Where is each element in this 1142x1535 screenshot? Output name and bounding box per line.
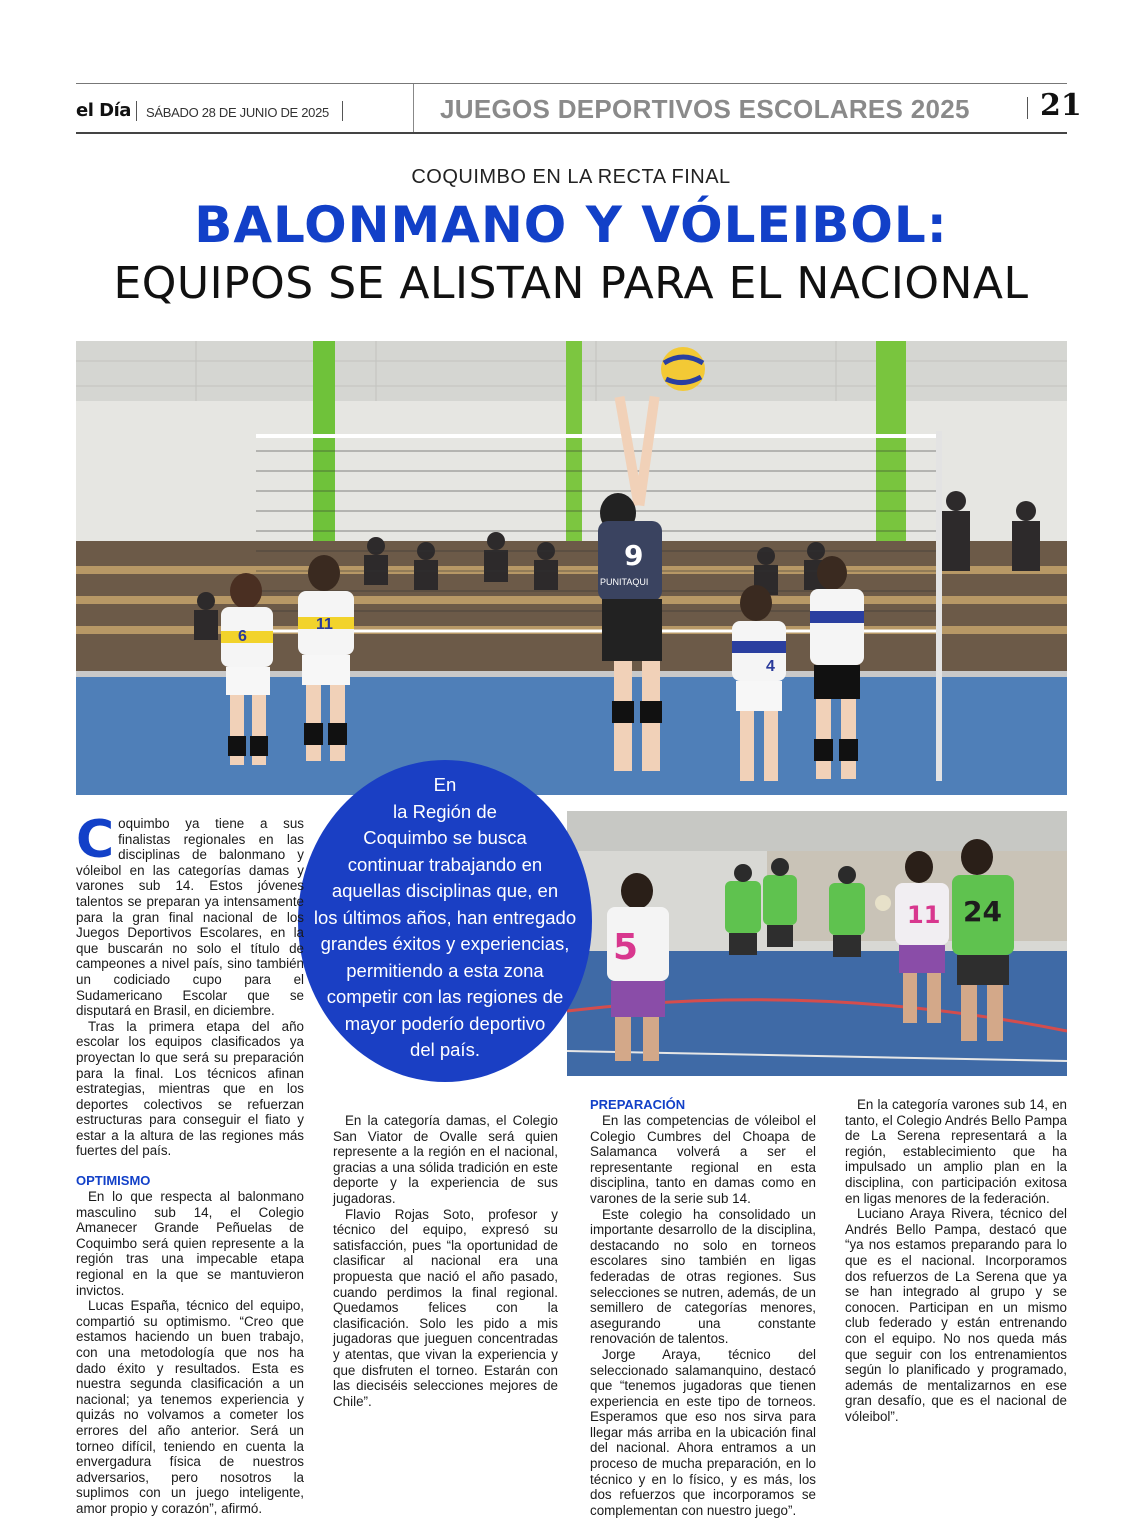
paragraph: En la categoría damas, el Colegio San Viator de Ovalle será quien represente a la región en el nacional, gracias a una sólida tradición en este deporte y la experiencia de sus jugadoras. bbox=[333, 1113, 558, 1206]
article-kicker: COQUIMBO EN LA RECTA FINAL bbox=[411, 166, 731, 188]
masthead-logo: el Día bbox=[76, 100, 131, 121]
paragraph: Lucas España, técnico del equipo, compartió su optimismo. “Creo que estamos haciendo un buen trabajo, con una metodología que nos ha dado éxito y resultados. Esta es nuestra segunda clasificación a un nacional; ya tenemos experiencia y quizás no volvamos a cometer los errores del año anterior. Será un torneo difícil, teniendo en cuenta la envergadura física de nuestros adversarios, pero nosotros la suplimos con un juego inteligente, amor propio y corazón”, afirmó. bbox=[76, 1298, 304, 1516]
article-column-4 bbox=[845, 1097, 1067, 1424]
header-top-rule bbox=[76, 83, 1067, 84]
header-separator bbox=[136, 101, 137, 121]
pull-quote bbox=[298, 760, 592, 1082]
net-post bbox=[936, 431, 942, 781]
subhead-optimismo: OPTIMISMO bbox=[76, 1173, 151, 1189]
subhead-preparacion: PREPARACIÓN bbox=[590, 1097, 686, 1112]
jersey-number: 11 bbox=[316, 616, 333, 633]
paragraph: Luciano Araya Rivera, técnico del Andrés Bello Pampa, destacó que “ya nos estamos preparando para lo que es el nacional. Incorporamos dos refuerzos de La Serena que ya se han integrado al grupo y se conocen. Participan en un mismo club federado y están entrenando con el equipo. No nos queda más que seguir con los entrenamientos según lo planificado y programado, además de mentalizarnos en ese gran desafío, que es el nacional de vóleibol”. bbox=[845, 1206, 1067, 1424]
article-column-2 bbox=[333, 1113, 558, 1409]
jersey-number: 6 bbox=[238, 628, 247, 645]
paragraph: Flavio Rojas Soto, profesor y técnico del equipo, expresó su satisfacción, pues “la oportunidad de clasificar al nacional era una propuesta que nació el año pasado, cuando perdimos la final regional. Quedamos felices con la clasificación. Solo les pido a mis jugadoras que jueguen concentradas y atentas, que vivan la experiencia y que disfruten el torneo. Estarán con las dieciséis selecciones mejores de Chile”. bbox=[333, 1206, 558, 1409]
jersey-number: 24 bbox=[963, 895, 1002, 928]
headline-secondary: EQUIPOS SE ALISTAN PARA EL NACIONAL bbox=[113, 258, 1029, 309]
header-divider bbox=[413, 84, 414, 132]
jersey-number: 4 bbox=[766, 658, 775, 675]
jersey-name: PUNITAQUI bbox=[600, 577, 649, 587]
jersey-number: 5 bbox=[613, 927, 639, 968]
header-bottom-rule bbox=[76, 132, 1067, 134]
pull-quote-text: En la Región de Coquimbo se busca continuar trabajando en aquellas disciplinas que, en los últimos años, han entregado grandes éxitos y experiencias, permitiendo a esta zona competir con las regiones de mayor poderío deportivo del país. bbox=[313, 774, 577, 1060]
jersey-number: 11 bbox=[907, 901, 941, 929]
handball-scene bbox=[567, 811, 1067, 1076]
headline-primary: BALONMANO Y VÓLEIBOL: bbox=[194, 196, 948, 254]
volleyball-scene bbox=[76, 341, 1067, 795]
handball-photo bbox=[567, 811, 1067, 1076]
drop-cap: C bbox=[76, 810, 115, 870]
paragraph-intro bbox=[76, 810, 304, 1019]
handball-icon bbox=[875, 895, 891, 911]
page-number: 21 bbox=[1040, 88, 1082, 123]
paragraph: En las competencias de vóleibol el Colegio Cumbres del Choapa de Salamanca volverá a ser el representante regional en esta disciplina, tanto en damas como en varones de la serie sub 14. bbox=[590, 1113, 816, 1206]
jersey-number: 9 bbox=[624, 539, 644, 572]
header-separator bbox=[1027, 97, 1028, 119]
section-title: JUEGOS DEPORTIVOS ESCOLARES 2025 bbox=[440, 94, 970, 124]
volleyball-photo bbox=[76, 341, 1067, 795]
paragraph: Tras la primera etapa del año escolar los equipos clasificados ya proyectan lo que será su preparación para la final. Los técnicos afinan estrategias, mientras que en los deportes colectivos se refuerzan estructuras para conseguir el fiato y estar a la altura de las regiones más fuertes del país. bbox=[76, 1018, 304, 1159]
paragraph-text: oquimbo ya tiene a sus finalistas regionales en las disciplinas de balonmano y vóleibol en las categorías damas y varones sub 14. Estos jóvenes talentos se preparan ya intensamente para la gran final nacional de los Juegos Deportivos Escolares, en la que buscarán no solo el título de campeones a nivel país, sino también un codiciado cupo para el Sudamericano Escolar que se disputará en Brasil, en diciembre. bbox=[76, 816, 304, 1019]
paragraph: En lo que respecta al balonmano masculino sub 14, el Colegio Amanecer Grande Peñuelas de Coquimbo será quien represente a la región tras una impecable etapa regional en la que se mantuvieron invictos. bbox=[76, 1189, 304, 1298]
article-column-1 bbox=[76, 810, 304, 1516]
paragraph: Jorge Araya, técnico del seleccionado salamanquino, destacó que “tenemos jugadoras que tienen experiencia en este tipo de torneos. Esperamos que eso nos sirva para llegar más arriba en la ubicación final del nacional. Ahora entramos a un proceso de mucha preparación, en lo técnico y en lo físico, y es más, los dos refuerzos que incorporamos se complementan con nuestro juego”. bbox=[590, 1346, 816, 1518]
header-separator bbox=[342, 101, 343, 121]
paragraph: Este colegio ha consolidado un importante desarrollo de la disciplina, destacando no solo en torneos escolares sino también en ligas federadas de otras regiones. Sus selecciones se nutren, además, de un semillero de categorías menores, asegurando una constante renovación de talentos. bbox=[590, 1206, 816, 1347]
article-column-3 bbox=[590, 1097, 816, 1518]
paragraph: En la categoría varones sub 14, en tanto, el Colegio Andrés Bello Pampa de La Serena representará a la región, establecimiento que ha impulsado un amplio plan en la disciplina, con participación exitosa en ligas menores de la federación. bbox=[845, 1097, 1067, 1206]
issue-date: SÁBADO 28 DE JUNIO DE 2025 bbox=[146, 105, 329, 120]
